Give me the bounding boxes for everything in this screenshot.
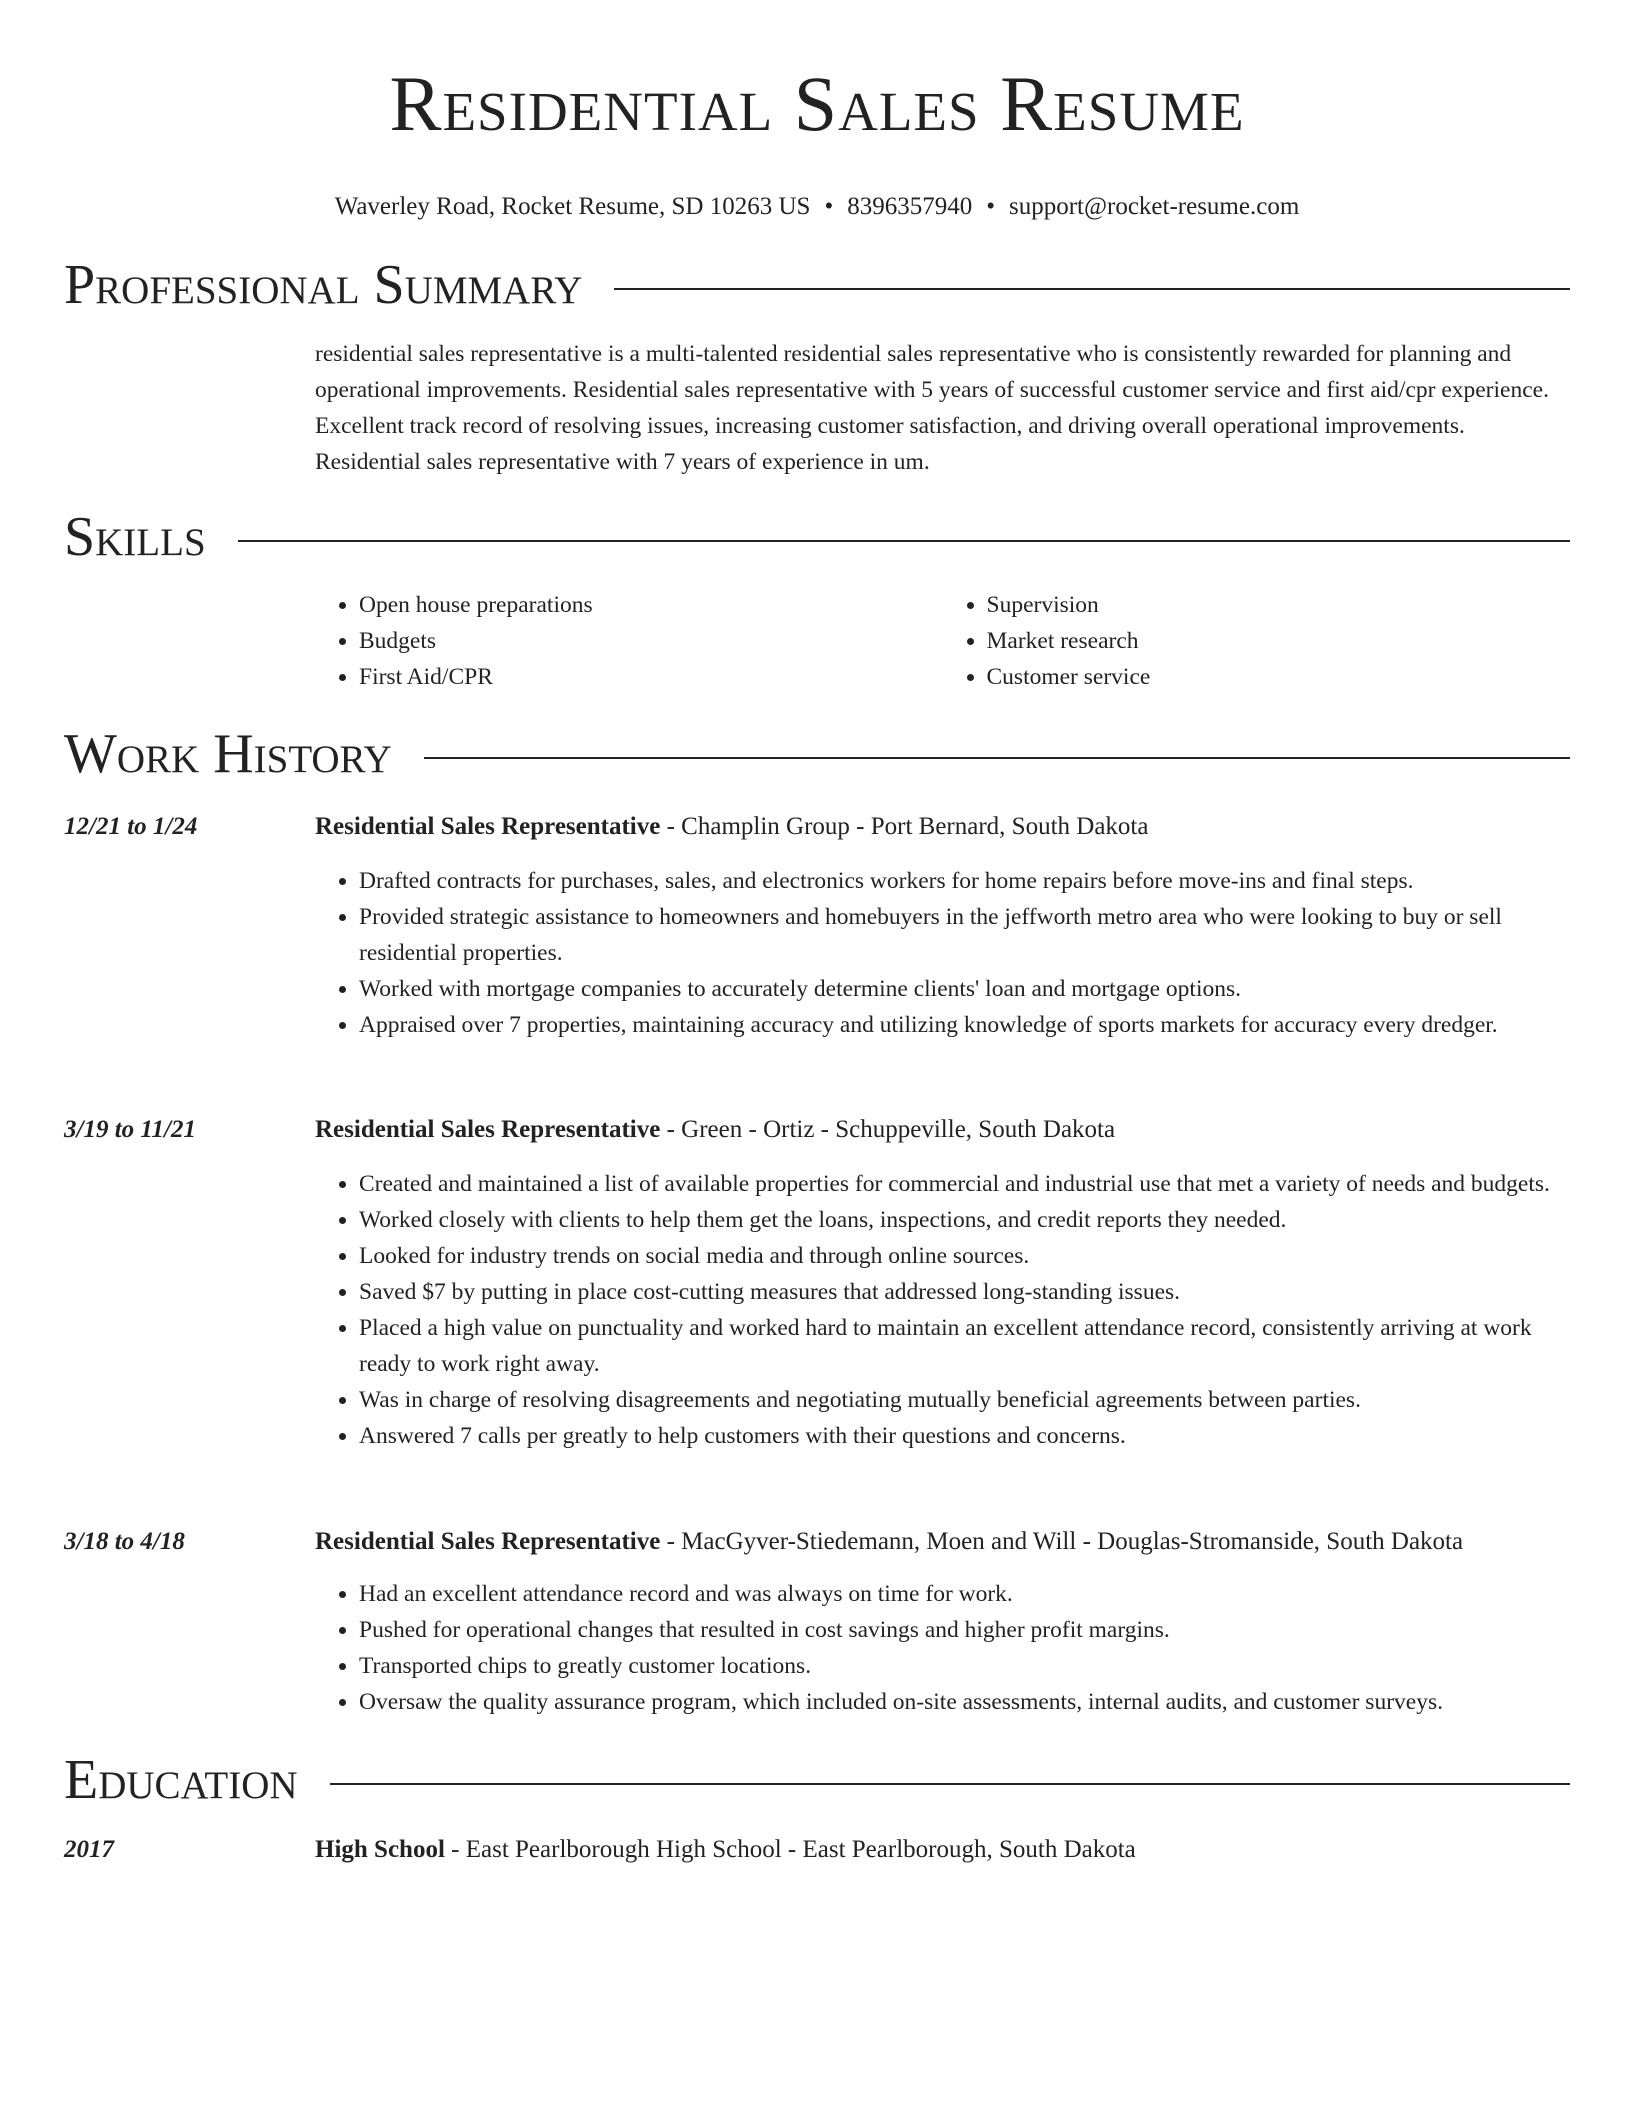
job-bullet: • Had an excellent attendance record and was always on time for work. [359, 1576, 1570, 1612]
work-section-header [64, 724, 1570, 784]
job-bullet: • Oversaw the quality assurance program, which included on-site assessments, internal audits, and customer surveys. [359, 1684, 1570, 1720]
contact-separator: • [824, 193, 834, 220]
job-employer: - MacGyver-Stiedemann, Moen and Will - Douglas-Stromanside, South Dakota [660, 1528, 1464, 1555]
job-dates: 3/19 to 11/21 [64, 1116, 196, 1143]
job-bullet: • Drafted contracts for purchases, sales, and electronics workers for home repairs before move-ins and final steps. [359, 863, 1570, 899]
contact-email: support@rocket-resume.com [1008, 193, 1300, 220]
job-employer: - Green - Ortiz - Schuppeville, South Dakota [660, 1116, 1116, 1143]
education-degree: High School [315, 1836, 445, 1863]
job-bullet: • Looked for industry trends on social media and through online sources. [359, 1238, 1570, 1274]
job-body [315, 809, 1570, 1043]
section-heading: Professional Summary [64, 254, 583, 316]
job-bullet: • Pushed for operational changes that resulted in cost savings and higher profit margins. [359, 1612, 1570, 1648]
job-heading [315, 1524, 1570, 1560]
skill-item: • Customer service [987, 659, 1571, 695]
skill-item: • Budgets [359, 623, 943, 659]
job-heading [315, 809, 1570, 845]
summary-text: residential sales representative is a multi-talented residential sales representative who is consistently rewarded for planning and operational improvements. Residential sales representative with 5 years of successful customer service and first aid/cpr experience. Excellent track record of resolving issues, increasing customer satisfaction, and driving overall operational improvements. Residential sales representative with 7 years of experience in um. [315, 341, 1549, 475]
section-divider [424, 757, 1570, 759]
job-bullet: • Placed a high value on punctuality and worked hard to maintain an excellent attendance record, consistently arriving at work ready to work right away. [359, 1310, 1570, 1382]
contact-phone: 8396357940 [847, 193, 973, 220]
job-body [315, 1112, 1570, 1454]
education-school: - East Pearlborough High School - East Pearlborough, South Dakota [444, 1836, 1136, 1863]
contact-line [64, 192, 1570, 222]
education-body [315, 1832, 1570, 1868]
education-section-header [64, 1750, 1570, 1810]
job-bullet: • Saved $7 by putting in place cost-cutting measures that addressed long-standing issues. [359, 1274, 1570, 1310]
skills-list [315, 587, 1570, 695]
job-bullet: • Was in charge of resolving disagreements and negotiating mutually beneficial agreements between parties. [359, 1382, 1570, 1418]
skill-item: • Supervision [987, 587, 1571, 623]
education-heading [315, 1832, 1570, 1868]
resume-page [64, 0, 1570, 1863]
job-bullet: • Appraised over 7 properties, maintaining accuracy and utilizing knowledge of sports markets for accuracy every dredger. [359, 1007, 1570, 1043]
job-bullet: • Transported chips to greatly customer locations. [359, 1648, 1570, 1684]
skills-column-right [943, 587, 1571, 695]
job-dates: 3/18 to 4/18 [64, 1528, 185, 1555]
section-divider [330, 1783, 1570, 1785]
job-title: Residential Sales Representative [315, 1116, 661, 1143]
job-employer: - Champlin Group - Port Bernard, South Dakota [660, 813, 1149, 840]
contact-address: Waverley Road, Rocket Resume, SD 10263 US [334, 193, 811, 220]
skill-item: • Market research [987, 623, 1571, 659]
skill-item: • First Aid/CPR [359, 659, 943, 695]
section-heading: Skills [64, 506, 206, 568]
job-bullet: • Answered 7 calls per greatly to help customers with their questions and concerns. [359, 1418, 1570, 1454]
job-bullet: • Worked with mortgage companies to accurately determine clients' loan and mortgage options. [359, 971, 1570, 1007]
job-body [315, 1524, 1570, 1720]
contact-separator: • [986, 193, 995, 220]
resume-title: Residential Sales Resume [389, 60, 1245, 147]
section-divider [238, 540, 1570, 542]
section-heading: Education [64, 1749, 298, 1811]
job-bullets [315, 1576, 1570, 1720]
job-bullet: • Created and maintained a list of available properties for commercial and industrial use that met a variety of needs and budgets. [359, 1166, 1570, 1202]
section-heading: Work History [64, 723, 392, 785]
education-year: 2017 [64, 1836, 114, 1863]
skills-column-left [315, 587, 943, 695]
section-divider [614, 288, 1570, 290]
job-bullets [315, 1166, 1570, 1454]
job-bullet: • Provided strategic assistance to homeowners and homebuyers in the jeffworth metro area who were looking to buy or sell residential properties. [359, 899, 1570, 971]
job-title: Residential Sales Representative [315, 1528, 661, 1555]
job-bullet: • Worked closely with clients to help them get the loans, inspections, and credit reports they needed. [359, 1202, 1570, 1238]
skills-section-header [64, 507, 1570, 567]
job-heading [315, 1112, 1570, 1148]
skill-item: • Open house preparations [359, 587, 943, 623]
job-dates: 12/21 to 1/24 [64, 813, 198, 840]
job-bullets [315, 863, 1570, 1043]
summary-section-header [64, 255, 1570, 315]
job-title: Residential Sales Representative [315, 813, 661, 840]
